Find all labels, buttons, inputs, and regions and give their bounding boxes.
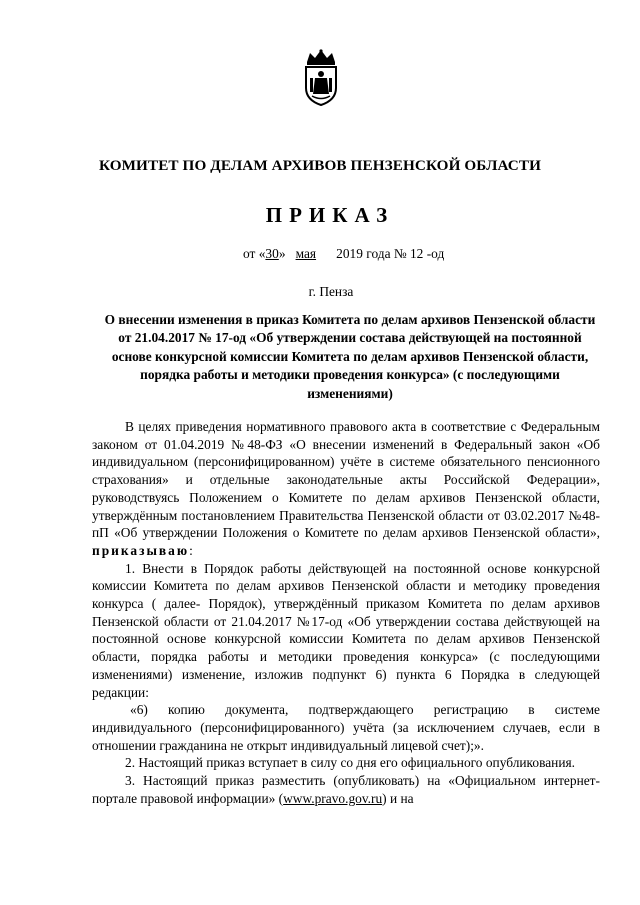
quote-subparagraph-6: «6) копию документа, подтверждающего регистрацию в системе индивидуального (персонифицированного) учёта (за исключением случаев, если в отношении гражданина не открыт индивидуальный лицевой счет);». [92,702,600,753]
order-city: г. Пенза [308,284,354,299]
item-1: 1. Внести в Порядок работы действующей на постоянной основе конкурсной комиссии Комитета по делам архивов Пензенской области и методику проведения конкурса ( далее- Порядок), утверждённый приказом Комитета по делам архивов Пензенской области от 21.04.2017 №17-од «Об утверждении состава действующей на постоянной основе конкурсной комиссии Комитета по делам архивов Пензенской области, порядка работы и методики проведения конкурса» (с последующими изменениями) изменение, изложив подпункт 6) пункта 6 Порядка в следующей редакции: [92,560,600,700]
item-2: 2. Настоящий приказ вступает в силу со дня его официального опубликования. [125,755,575,771]
document-type-title: ПРИКАЗ [265,203,395,227]
order-body [92,418,600,807]
item-3 [92,772,600,807]
committee-name: КОМИТЕТ ПО ДЕЛАМ АРХИВОВ ПЕНЗЕНСКОЙ ОБЛАСТИ [98,157,542,174]
order-date-number [243,246,444,262]
order-word: приказываю [92,542,190,558]
preamble-text: В целях приведения нормативного правового акта в соответствие с Федеральным законом от 01.04.2019 №48-ФЗ «О внесении изменений в Федеральный закон «Об индивидуальном (персонифицированном) учёте в системе обязательного пенсионного страхования» и отдельные законодательные акты Российской Федерации», руководствуясь Положением о Комитете по делам архивов Пензенской области, утверждённым постановлением Правительства Пензенской области от 03.02.2017 №48-пП «Об утверждении Положения о Комитете по делам архивов Пензенской области», [92,419,600,541]
order-colon: : [189,542,193,558]
order-prefix: от « [243,246,266,261]
order-subject: О внесении изменения в приказ Комитета по делам архивов Пензенской области от 21.04.2017 № 17-од «Об утверждении состава действующей на постоянной основе конкурсной комиссии Комитета по делам архивов Пензенской области, порядка работы и методики проведения конкурса» (с последующими изменениями) [104,312,596,401]
item-3-text: 3. Настоящий приказ разместить (опубликовать) на «Официальном интернет-портале правовой информации» ( [92,773,600,806]
order-month: мая [295,246,317,261]
preamble-paragraph [92,418,600,560]
order-year-number: 2019 года № 12 -од [336,246,445,261]
penza-coat-of-arms-icon [298,48,344,108]
order-mid: » [278,246,289,261]
pravo-gov-link[interactable]: www.pravo.gov.ru [283,790,383,806]
order-day: 30 [265,246,279,261]
item-3-end: ) и на [382,790,414,806]
